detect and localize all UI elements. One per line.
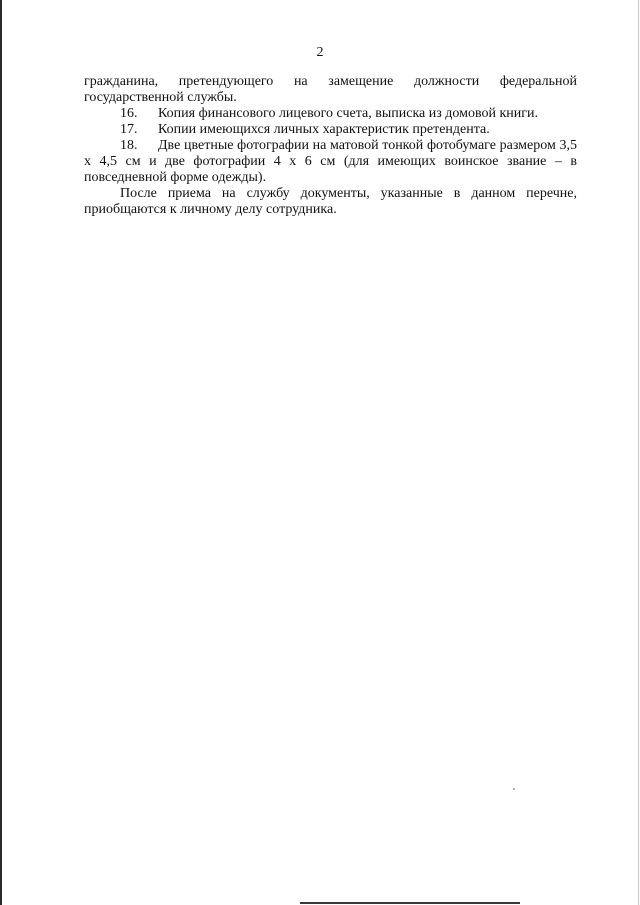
word: должности	[413, 74, 480, 89]
document-body	[84, 74, 577, 218]
list-item-number: 18.	[120, 138, 138, 153]
list-item-text: Копии имеющихся личных характеристик претендента.	[158, 122, 490, 137]
scan-left-edge	[0, 0, 2, 905]
word: гражданина,	[84, 74, 159, 89]
list-item-text: Две цветные фотографии на матовой тонкой фотобумаге размером 3,5 х 4,5 см и две фотографии 4 х 6 см (для имеющих воинское звание – в повседневной форме одежды).	[84, 138, 577, 185]
scan-bottom-mark	[300, 902, 520, 904]
list-item-number: 16.	[120, 106, 138, 121]
list-item	[84, 106, 577, 122]
word: на	[293, 74, 308, 89]
closing-paragraph: После приема на службу документы, указанные в данном перечне, приобщаются к личному делу сотрудника.	[84, 186, 577, 217]
page-number: 2	[316, 45, 324, 60]
list-item	[84, 138, 577, 186]
word: федеральной	[499, 74, 577, 89]
scan-right-edge	[638, 0, 639, 905]
continuation-line	[84, 74, 577, 90]
word: претендующего	[178, 74, 274, 89]
list-item	[84, 122, 577, 138]
word: замещение	[328, 74, 394, 89]
scan-speck	[513, 788, 515, 790]
continuation-line-end: государственной службы.	[84, 90, 237, 105]
list-item-text: Копия финансового лицевого счета, выписка из домовой книги.	[158, 106, 539, 121]
list-item-number: 17.	[120, 122, 138, 137]
